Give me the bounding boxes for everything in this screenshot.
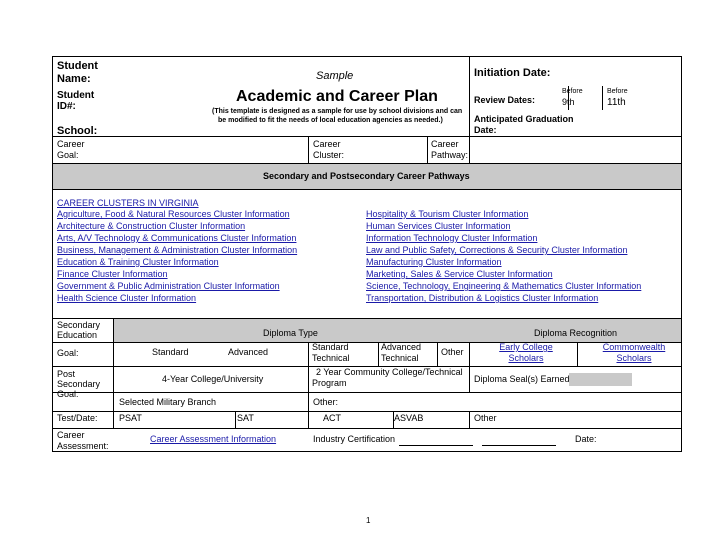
pathways-header: Secondary and Postsecondary Career Pathways [263,171,470,181]
diploma-seals-label: Diploma Seal(s) Earned [474,374,570,384]
rule [52,136,682,137]
test-other-label: Other [474,413,497,423]
rule [427,136,428,163]
standard-option[interactable]: Standard [152,347,189,357]
rule [52,342,682,343]
page-number: 1 [366,516,371,525]
cluster-link[interactable]: Science, Technology, Engineering & Mathematics Cluster Information [366,281,642,291]
initiation-date-label: Initiation Date: [474,67,551,79]
school-label: School: [57,125,98,137]
act-label: ACT [323,413,341,423]
cluster-link[interactable]: Hospitality & Tourism Cluster Information [366,209,529,219]
rule [308,342,309,428]
diploma-recognition-header: Diploma Recognition [534,328,618,338]
rule [235,411,236,428]
cluster-link[interactable]: Information Technology Cluster Information [366,233,538,243]
sat-label: SAT [237,413,254,423]
student-id-label: Student ID#: [57,90,95,112]
rule [602,86,603,110]
diploma-type-header: Diploma Type [263,328,318,338]
advanced-option[interactable]: Advanced [228,347,269,357]
sample-label: Sample [316,70,354,82]
goal-label: Goal: [57,348,79,358]
before-9-label: Before [562,88,583,95]
page-title: Academic and Career Plan [236,88,438,105]
cluster-link[interactable]: Manufacturing Cluster Information [366,257,502,267]
cluster-link[interactable]: Human Services Cluster Information [366,221,511,231]
cluster-link[interactable]: Business, Management & Administration Cluster Information [57,245,298,255]
rule [52,411,682,412]
post-secondary-goal-label: Post Secondary Goal: [57,369,101,399]
psat-label: PSAT [119,413,142,423]
standard-technical-option[interactable]: Standard Technical [312,342,350,363]
advanced-technical-option[interactable]: Advanced Technical [381,342,422,363]
industry-blank-2[interactable] [482,445,556,446]
cluster-link[interactable]: Education & Training Cluster Information [57,257,219,267]
asvab-label: ASVAB [394,413,424,423]
cluster-link[interactable]: Finance Cluster Information [57,269,168,279]
industry-blank-1[interactable] [399,445,473,446]
rule [437,342,438,366]
career-goal-label: Career Goal: [57,139,85,160]
military-branch-label: Selected Military Branch [119,397,217,407]
cluster-link[interactable]: Architecture & Construction Cluster Information [57,221,246,231]
other-option[interactable]: Other [441,347,464,357]
post-other-label: Other: [313,397,339,407]
rule [308,136,309,163]
rule [378,342,379,366]
student-name-label: Student Name: [57,60,98,85]
career-assessment-label: Career Assessment: [57,430,109,451]
four-year-college-option[interactable]: 4-Year College/University [162,374,264,384]
cluster-link[interactable]: Health Science Cluster Information [57,293,197,303]
assessment-date-label: Date: [575,434,597,444]
before-11-label: Before [607,88,628,95]
two-year-college-option-cont: Program [312,378,347,388]
cluster-link[interactable]: Arts, A/V Technology & Communications Cluster Information [57,233,297,243]
template-note: be modified to fit the needs of local education agencies as needed.) [218,117,443,124]
cluster-link[interactable]: Marketing, Sales & Service Cluster Information [366,269,553,279]
diploma-seal-box [569,373,632,386]
rule [52,428,682,429]
rule [577,342,578,366]
cluster-link[interactable]: Agriculture, Food & Natural Resources Cluster Information [57,209,290,219]
rule [469,411,470,428]
secondary-education-label: Secondary Education [57,320,101,340]
review-dates-label: Review Dates: [474,95,536,105]
early-college-scholars-link[interactable]: Early College Scholars [499,342,553,363]
cluster-link[interactable]: Transportation, Distribution & Logistics Cluster Information [366,293,599,303]
test-date-label: Test/Date: [57,413,98,423]
before-9-grade: 9th [562,97,575,107]
cluster-link[interactable]: Law and Public Safety, Corrections & Security Cluster Information [366,245,628,255]
career-pathway-label: Career Pathway: [431,139,469,160]
career-cluster-label: Career Cluster: [313,139,345,160]
rule [52,392,682,393]
cluster-link[interactable]: Government & Public Administration Cluster Information [57,281,280,291]
anticipated-graduation-label: Anticipated Graduation Date: [474,114,574,135]
before-11-grade: 11th [607,97,626,108]
clusters-heading: CAREER CLUSTERS IN VIRGINIA [57,198,199,208]
career-assessment-link[interactable]: Career Assessment Information [150,434,277,444]
commonwealth-scholars-link[interactable]: Commonwealth Scholars [602,342,666,363]
two-year-college-option[interactable]: 2 Year Community College/Technical [316,367,463,377]
industry-certification-label: Industry Certification [313,434,396,444]
template-note: (This template is designed as a sample for use by school divisions and can [212,108,463,115]
rule [52,189,682,190]
